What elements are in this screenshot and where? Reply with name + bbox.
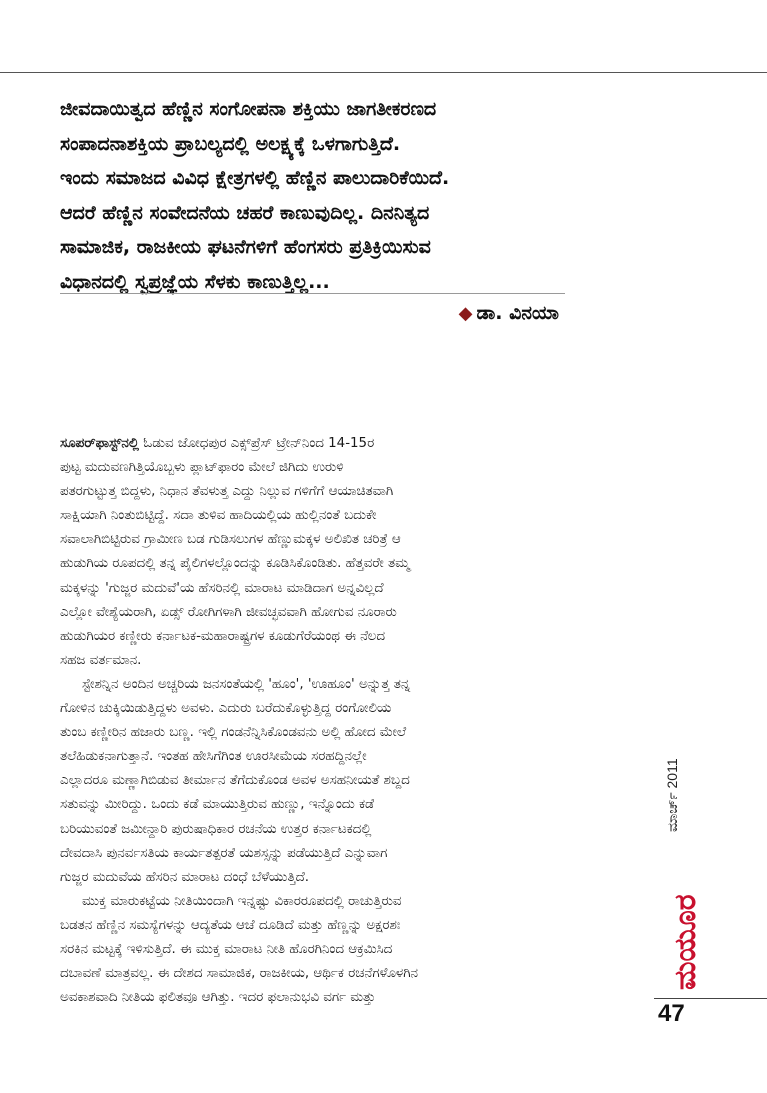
article-line: ಬಡತನ ಹೆಣ್ಣಿನ ಸಮಸ್ಯೆಗಳನ್ನು ಆದ್ಯತೆಯ ಆಚೆ ದೂಡಿದೆ ಮತ್ತು ಹೆಣ್ಣನ್ನು ಅಕ್ಷರಶಃ (60, 917, 401, 933)
article-line: ಎಲ್ಲಾದರೂ ಮಣ್ಣಾಗಿಬಿಡುವ ತೀರ್ಮಾನ ತೆಗೆದುಕೊಂಡ ಅವಳ ಅಸಹನೀಯತೆ ಶಬ್ದದ (60, 773, 410, 789)
article-line: ಬರಿಯುವಂತೆ ಜಮೀನ್ದಾರಿ ಪುರುಷಾಧಿಕಾರ ರಚನೆಯ ಉತ್ತರ ಕರ್ನಾಟಕದಲ್ಲಿ (60, 821, 372, 837)
article-line: ಹುಡುಗಿಯ ರೂಪದಲ್ಲಿ ತನ್ನ ಪೈಲಿಗಳಲ್ಲೊಂದನ್ನು ಕೂಡಿಸಿಕೊಂಡಿತು. ಹೆತ್ತವರೇ ತಮ್ಮ (60, 556, 410, 572)
pull-quote-line: ಆದರೆ ಹೆಣ್ಣಿನ ಸಂವೇದನೆಯ ಚಹರೆ ಕಾಣುವುದಿಲ್ಲ. ದಿನನಿತ್ಯದ (60, 201, 430, 224)
article-line: ಮುಕ್ತ ಮಾರುಕಟ್ಟೆಯ ನೀತಿಯಿಂದಾಗಿ ಇನ್ನಷ್ಟು ವಿಕಾರರೂಪದಲ್ಲಿ ರಾಚುತ್ತಿರುವ (82, 893, 402, 909)
article-line: ಸವಾಲಾಗಿಬಿಟ್ಟಿರುವ ಗ್ರಾಮೀಣ ಬಡ ಗುಡಿಸಲುಗಳ ಹೆಣ್ಣುಮಕ್ಕಳ ಅಲಿಖಿತ ಚರಿತ್ರೆ ಆ (60, 532, 401, 548)
article-line: ತುಂಬ ಕಣ್ಣೀರಿನ ಹಜಾರು ಬಣ್ಣ. ಇಲ್ಲಿ ಗಂಡನೆನ್ನಿಸಿಕೊಂಡವನು ಅಲ್ಲಿ ಹೋದ ಮೇಲೆ (60, 725, 407, 741)
article-body (60, 432, 560, 1010)
author-name: ಡಾ. ವಿನಯಾ (476, 302, 559, 324)
byline (459, 302, 559, 324)
article-line: ಸಹಜ ವರ್ತಮಾನ. (60, 652, 142, 668)
article-line: ಪತರಗುಟ್ಟುತ್ತ ಬಿದ್ದಳು, ನಿಧಾನ ತೆವಳುತ್ತ ಎದ್ದು ನಿಲ್ಲುವ ಗಳಿಗೆಗೆ ಆಯಾಚಿತವಾಗಿ (60, 484, 394, 500)
diamond-icon: ◆ (458, 303, 473, 324)
article-line: ಎಲ್ಲೋ ವೇಶ್ಯೆಯರಾಗಿ, ಏಡ್ಸ್ ರೋಗಿಗಳಾಗಿ ಜೀವಚ್ಛವವಾಗಿ ಹೋಗುವ ನೂರಾರು (60, 604, 397, 620)
article-line: ತಲೆಹಿಡುಕನಾಗುತ್ತಾನೆ. ಇಂತಹ ಹೇಸಿಗೆಗಿಂತ ಊರಸೀಮೆಯ ಸರಹದ್ದಿನಲ್ಲೇ (60, 749, 367, 765)
page-number: 47 (658, 1000, 685, 1027)
article-line: ಮಕ್ಕಳನ್ನು 'ಗುಜ್ಜರ ಮದುವೆ'ಯ ಹೆಸರಿನಲ್ಲಿ ಮಾರಾಟ ಮಾಡಿದಾಗ ಅನ್ನವಿಲ್ಲದೆ (60, 580, 384, 596)
pull-quote-line: ವಿಧಾನದಲ್ಲಿ ಸ್ವಪ್ರಜ್ಞೆಯ ಸೆಳಕು ಕಾಣುತ್ತಿಲ್ಲ... (60, 270, 330, 293)
article-line: ದೇವದಾಸಿ ಪುನರ್ವಸತಿಯ ಕಾರ್ಯತತ್ಪರತೆ ಯಶಸ್ಸನ್ನು ಪಡೆಯುತ್ತಿದೆ ಎನ್ನುವಾಗ (60, 845, 388, 861)
article-line: ದಬಾವಣೆ ಮಾತ್ರವಲ್ಲ. ಈ ದೇಶದ ಸಾಮಾಜಿಕ, ರಾಜಕೀಯ, ಆರ್ಥಿಕ ರಚನೆಗಳೊಳಗಿನ (60, 966, 418, 982)
top-rule (0, 72, 767, 73)
paragraph (60, 432, 560, 673)
article-line: ಸಾಕ್ಷಿಯಾಗಿ ನಿಂತುಬಿಟ್ಟಿದ್ದೆ. ಸದಾ ತುಳಿವ ಹಾದಿಯಲ್ಲಿಯ ಹುಲ್ಲಿನಂತೆ ಬದುಕೇ (60, 508, 377, 524)
issue-date: ಮಾರ್ಚ್ 2011 (664, 758, 680, 832)
article-line: ಅವಕಾಶವಾದಿ ನೀತಿಯ ಫಲಿತವೂ ಆಗಿತ್ತು. ಇದರ ಫಲಾನುಭವಿ ವರ್ಗ ಮತ್ತು (60, 990, 376, 1006)
sidebar-divider (654, 998, 767, 999)
pull-quote (60, 92, 565, 299)
paragraph (60, 673, 560, 890)
pull-quote-line: ಜೀವದಾಯಿತ್ವದ ಹೆಣ್ಣಿನ ಸಂಗೋಪನಾ ಶಕ್ತಿಯು ಜಾಗತೀಕರಣದ (60, 98, 437, 120)
article-line: ಗುಜ್ಜರ ಮದುವೆಯ ಹೆಸರಿನ ಮಾರಾಟ ದಂಧೆ ಬೆಳೆಯುತ್ತಿದೆ. (60, 869, 310, 885)
magazine-logo: ಮಯೂರ (668, 894, 703, 990)
quote-divider (60, 293, 565, 294)
pull-quote-line: ಇಂದು ಸಮಾಜದ ವಿವಿಧ ಕ್ಷೇತ್ರಗಳಲ್ಲಿ ಹೆಣ್ಣಿನ ಪಾಲುದಾರಿಕೆಯಿದೆ. (60, 167, 450, 189)
pull-quote-line: ಸಂಪಾದನಾಶಕ್ತಿಯ ಪ್ರಾಬಲ್ಯದಲ್ಲಿ ಅಲಕ್ಷ್ಯಕ್ಕೆ ಒಳಗಾಗುತ್ತಿದೆ. (60, 132, 401, 155)
article-line: ಗೋಳಿನ ಚುಕ್ಕಿಯಿಡುತ್ತಿದ್ದಳು ಅವಳು. ಎದುರು ಬರೆದುಕೊಳ್ಳುತ್ತಿದ್ದ ರಂಗೋಲಿಯ (60, 701, 392, 717)
lead-word: ಸೂಪರ್‌ಫಾಸ್ಟ್‌ನಲ್ಲಿ (60, 436, 139, 451)
article-line: ಸೂಪರ್‌ಫಾಸ್ಟ್‌ನಲ್ಲಿ ಓಡುವ ಜೋಧಪುರ ಎಕ್ಸ್‌ಪ್ರೆಸ್ ಟ್ರೇನ್‌ನಿಂದ 14-15ರ (60, 436, 375, 451)
article-line: ಹುಡುಗಿಯರ ಕಣ್ಣೀರು ಕರ್ನಾಟಕ-ಮಹಾರಾಷ್ಟ್ರಗಳ ಕೂಡುಗೆರೆಯಂಥ ಈ ನೆಲದ (60, 628, 385, 644)
pull-quote-line: ಸಾಮಾಜಿಕ, ರಾಜಕೀಯ ಘಟನೆಗಳಿಗೆ ಹೆಂಗಸರು ಪ್ರತಿಕ್ರಿಯಿಸುವ (60, 236, 431, 258)
article-line: ಸತುವನ್ನು ಮೀರಿದ್ದು. ಒಂದು ಕಡೆ ಮಾಯುತ್ತಿರುವ ಹುಣ್ಣು, ಇನ್ನೊಂದು ಕಡೆ (60, 797, 375, 813)
article-line: ಸರಕಿನ ಮಟ್ಟಕ್ಕೆ ಇಳಿಸುತ್ತಿದೆ. ಈ ಮುಕ್ತ ಮಾರಾಟ ನೀತಿ ಹೊರಗಿನಿಂದ ಆಕ್ರಮಿಸಿದ (60, 941, 393, 957)
paragraph (60, 890, 560, 1010)
article-line: ಸ್ಟೇಶನ್ನಿನ ಅಂದಿನ ಅಚ್ಚರಿಯ ಜನಸಂತೆಯಲ್ಲಿ 'ಹೂಂ', 'ಊಹೂಂ' ಅನ್ನುತ್ತ ತನ್ನ (82, 676, 411, 692)
article-line: ಪುಟ್ಟ ಮದುವಣಗಿತ್ತಿಯೊಬ್ಬಳು ಪ್ಲಾಟ್‌ಫಾರಂ ಮೇಲೆ ಜಿಗಿದು ಉರುಳಿ (60, 460, 344, 476)
